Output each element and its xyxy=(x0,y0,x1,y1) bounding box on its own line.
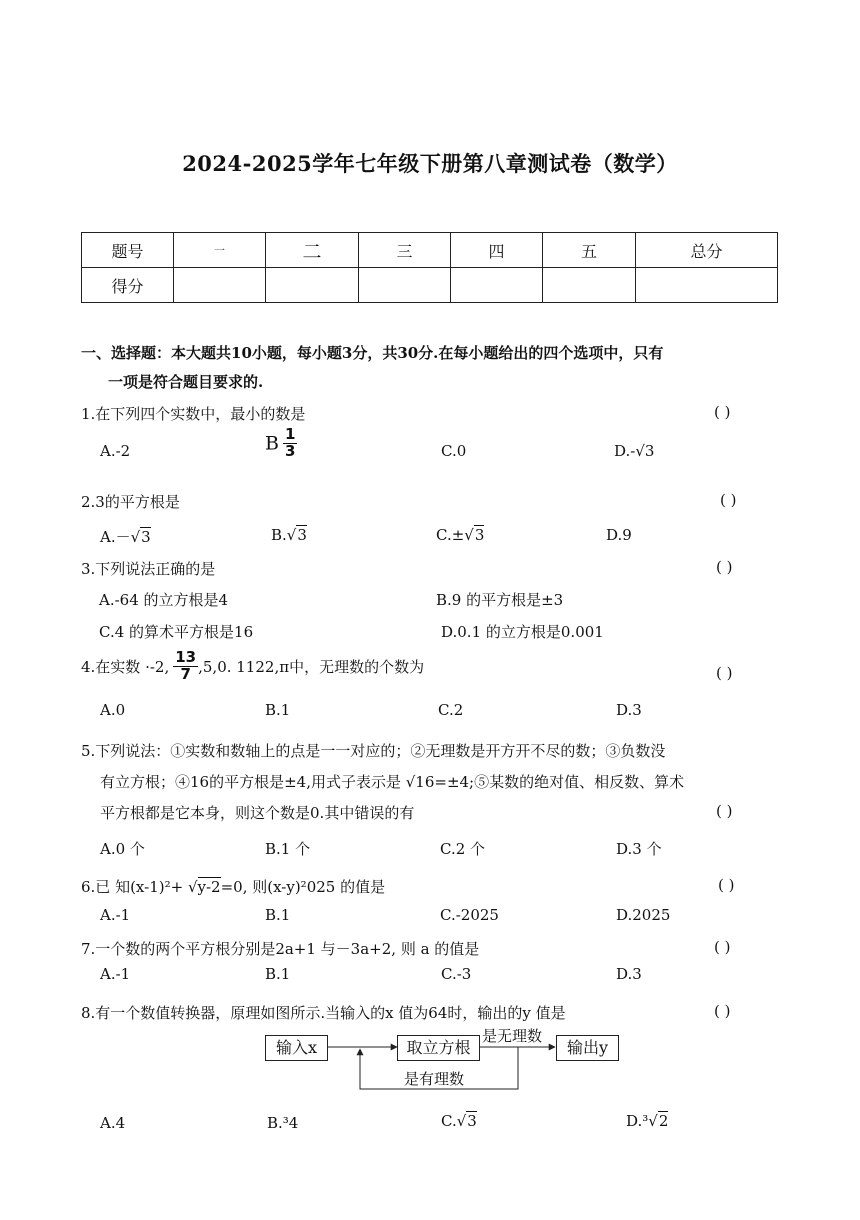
q5-option-b[interactable]: B.1 个 xyxy=(265,840,311,858)
score-header-cell: 三 xyxy=(359,233,451,268)
question-1-stem: 1.在下列四个实数中，最小的数是 xyxy=(81,405,306,423)
q1-option-a[interactable]: A.-2 xyxy=(100,442,131,460)
question-2-stem: 2.3的平方根是 xyxy=(81,493,180,511)
q5-option-d[interactable]: D.3 个 xyxy=(616,840,662,858)
score-header-cell: 五 xyxy=(543,233,636,268)
q7-option-c[interactable]: C.-3 xyxy=(441,965,472,983)
q6-option-a[interactable]: A.-1 xyxy=(100,906,131,924)
flow-input-box: 输入x xyxy=(265,1035,328,1061)
q5-option-c[interactable]: C.2 个 xyxy=(440,840,486,858)
radicand: 3 xyxy=(297,526,307,544)
flow-label-irrational: 是无理数 xyxy=(482,1027,543,1045)
score-row-label: 得分 xyxy=(82,268,174,303)
fraction-denominator: 3 xyxy=(284,441,296,460)
section-heading-line2: 一项是符合题目要求的. xyxy=(108,373,264,391)
flow-label-rational: 是有理数 xyxy=(404,1070,465,1088)
q4-option-c[interactable]: C.2 xyxy=(438,701,464,719)
q8-option-a[interactable]: A.4 xyxy=(100,1114,126,1132)
q8-option-c-label: C. xyxy=(441,1112,457,1130)
q4-option-d[interactable]: D.3 xyxy=(616,701,642,719)
q8-option-d-label: D.³ xyxy=(626,1112,649,1130)
answer-parentheses[interactable]: ( ) xyxy=(714,1002,731,1020)
fraction-numerator: 13 xyxy=(175,648,197,666)
answer-parentheses[interactable]: ( ) xyxy=(714,403,731,421)
q3-option-c[interactable]: C.4 的算术平方根是16 xyxy=(99,623,254,641)
answer-parentheses[interactable]: ( ) xyxy=(716,558,733,576)
flow-process-box: 取立方根 xyxy=(397,1035,480,1061)
score-header-cell: 四 xyxy=(451,233,543,268)
fraction-denominator: 7 xyxy=(180,664,191,683)
page-title: 2024-2025学年七年级下册第八章测试卷（数学） xyxy=(182,151,678,176)
question-3-stem: 3.下列说法正确的是 xyxy=(81,560,216,578)
q6-stem-part2: =0, 则(x-y)²025 的值是 xyxy=(220,878,386,896)
q6-option-c[interactable]: C.-2025 xyxy=(440,906,499,924)
sqrt-expression: √3 xyxy=(456,1112,477,1130)
radicand: 3 xyxy=(467,1112,477,1130)
fraction-numerator: 1 xyxy=(284,425,296,443)
q2-option-c-label: C.± xyxy=(436,526,465,544)
radicand: 3 xyxy=(141,528,151,546)
q7-option-d[interactable]: D.3 xyxy=(616,965,642,983)
question-5-line1: 5.下列说法：①实数和数轴上的点是一一对应的；②无理数是开方开不尽的数；③负数没 xyxy=(81,742,666,760)
q4-option-a[interactable]: A.0 xyxy=(100,701,126,719)
q8-option-c[interactable] xyxy=(441,1112,477,1130)
q5-option-a[interactable]: A.0 个 xyxy=(100,840,145,858)
flow-output-box: 输出y xyxy=(556,1035,619,1061)
radicand: 2 xyxy=(658,1112,669,1130)
question-5-line2: 有立方根；④16的平方根是±4,用式子表示是 √16=±4;⑤某数的绝对值、相反数、算术 xyxy=(100,773,685,791)
q1-option-b-label: B xyxy=(265,432,279,455)
q7-option-a[interactable]: A.-1 xyxy=(100,965,131,983)
q8-option-d[interactable] xyxy=(626,1112,668,1130)
sqrt-expression: √3 xyxy=(286,526,307,544)
question-5-line3: 平方根都是它本身，则这个数是0.其中错误的有 xyxy=(100,804,415,822)
answer-parentheses[interactable]: ( ) xyxy=(718,876,735,894)
q6-option-b[interactable]: B.1 xyxy=(265,906,291,924)
answer-parentheses[interactable]: ( ) xyxy=(720,491,737,509)
q4-stem-part2: ,5,0. 1122,π中，无理数的个数为 xyxy=(198,657,425,676)
question-8-stem: 8.有一个数值转换器，原理如图所示.当输入的x 值为64时，输出的y 值是 xyxy=(81,1004,566,1022)
radicand: y-2 xyxy=(197,878,221,896)
q3-option-a[interactable]: A.-64 的立方根是4 xyxy=(99,591,229,609)
q1-option-c[interactable]: C.0 xyxy=(441,442,467,460)
score-header-cell: 一 xyxy=(174,233,266,268)
q4-stem-part1: 4.在实数 ·-2, xyxy=(81,657,170,676)
answer-parentheses[interactable]: ( ) xyxy=(714,938,731,956)
q4-option-b[interactable]: B.1 xyxy=(265,701,291,719)
q2-option-b-label: B. xyxy=(271,526,287,544)
q3-option-d[interactable]: D.0.1 的立方根是0.001 xyxy=(441,623,604,641)
score-header-cell: 题号 xyxy=(82,233,174,268)
radicand: 3 xyxy=(474,526,485,544)
section-heading-line1: 一、选择题：本大题共10小题，每小题3分，共30分.在每小题给出的四个选项中，只有 xyxy=(81,344,664,362)
q6-stem-part1: 6.已 知(x-1)²+ √ xyxy=(81,878,198,896)
q1-option-d[interactable]: D.-√3 xyxy=(614,442,655,460)
sqrt-expression: √2 xyxy=(648,1112,669,1130)
q2-option-d[interactable]: D.9 xyxy=(606,526,632,544)
q8-option-b[interactable]: B.³4 xyxy=(267,1114,299,1132)
question-7-stem: 7.一个数的两个平方根分别是2a+1 与－3a+2, 则 a 的值是 xyxy=(81,940,480,958)
q3-option-b[interactable]: B.9 的平方根是±3 xyxy=(436,591,564,609)
answer-parentheses[interactable]: ( ) xyxy=(716,664,733,682)
answer-parentheses[interactable]: ( ) xyxy=(716,802,733,820)
sqrt-expression: √3 xyxy=(130,528,151,546)
score-header-cell: 二 xyxy=(266,233,359,268)
score-header-cell: 总分 xyxy=(636,233,778,268)
q2-option-a-label: A.－ xyxy=(100,528,131,546)
q7-option-b[interactable]: B.1 xyxy=(265,965,291,983)
q6-option-d[interactable]: D.2025 xyxy=(616,906,671,924)
sqrt-expression: √3 xyxy=(464,526,485,544)
